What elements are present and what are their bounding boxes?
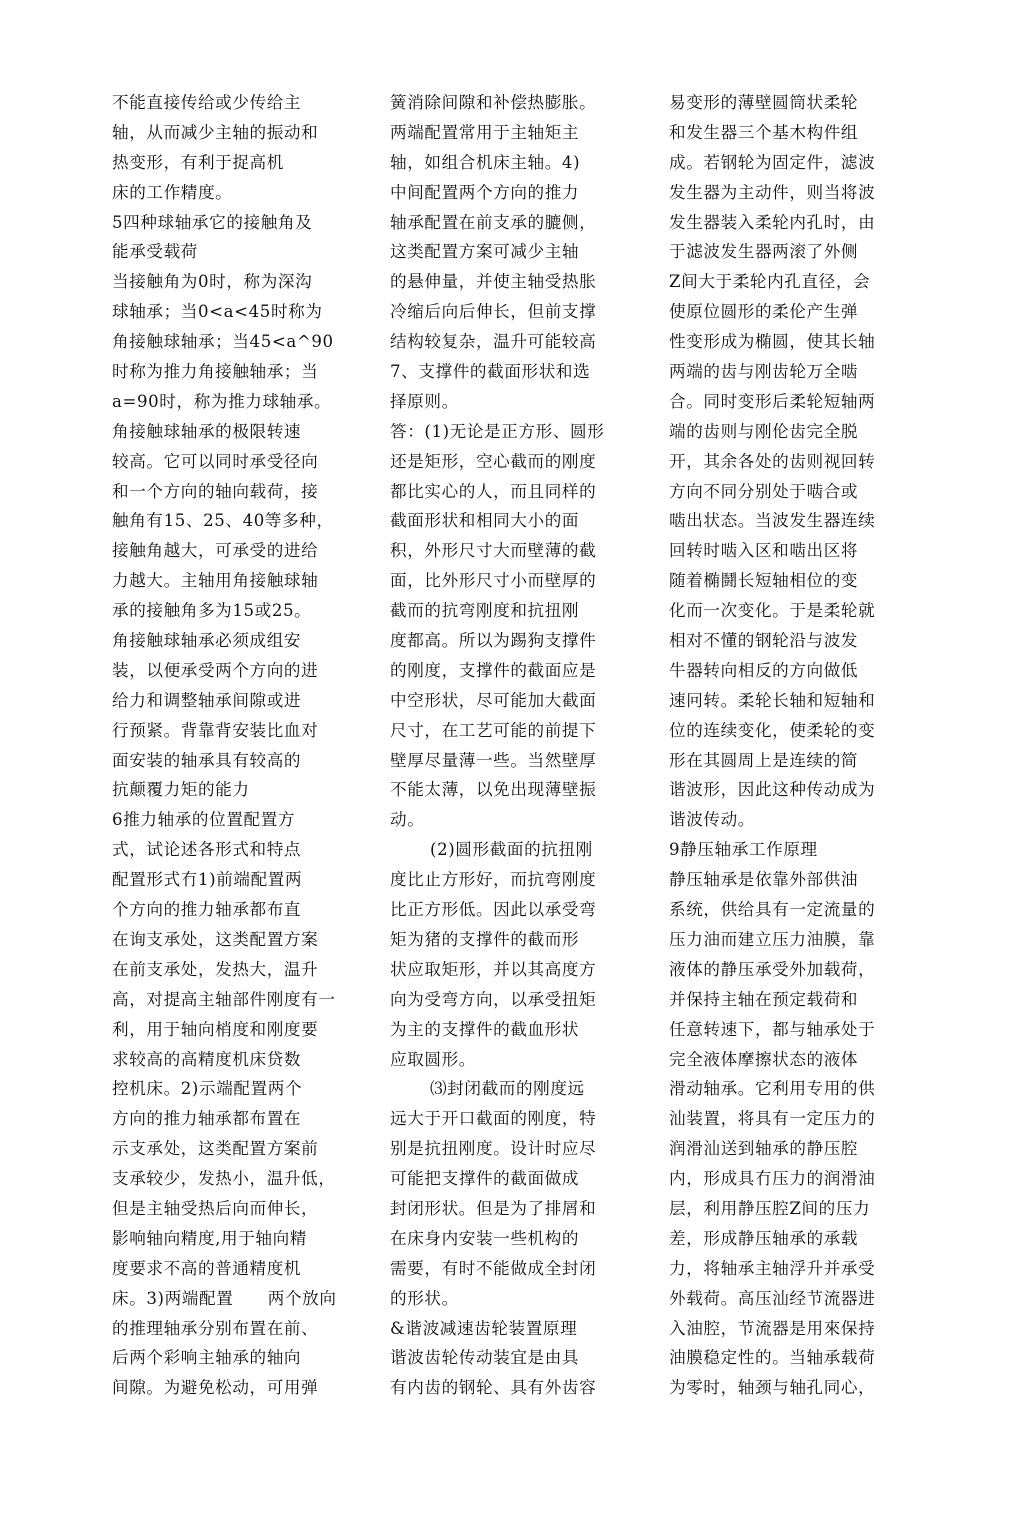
text-line: 在床身内安装一些机构的 (390, 1228, 580, 1248)
text-line: 谐波传动。 (669, 810, 755, 830)
text-line: 角接触球轴承；当45<a^90 (112, 332, 334, 352)
text-line: 还是矩形，空心截而的刚度 (390, 451, 597, 471)
text-line: 装，以便承受两个方向的进 (112, 660, 319, 680)
text-line: 状应取矩形，并以其高度方 (390, 959, 597, 979)
text-line: 度要求不高的普通精度机 (112, 1258, 302, 1278)
text-line: 轴，如组合机床主轴。4) (390, 152, 581, 172)
text-line: 热变形，有利于捉高机 (112, 152, 284, 172)
text-line: 壁厚尽量薄一些。当然壁厚 (390, 750, 597, 770)
text-line: 比正方形低。因此以承受弯 (390, 900, 597, 920)
text-line: 床的工作精度。 (112, 182, 233, 202)
text-line: 方向的推力轴承都布置在 (112, 1109, 302, 1129)
text-line: 9静压轴承工作原理 (669, 840, 818, 860)
text-line: 压力油而建立压力油膜，靠 (669, 929, 876, 949)
text-line: 个方向的推力轴承都布直 (112, 900, 302, 920)
text-line: 轴，从而减少主轴的振动和 (112, 122, 319, 142)
text-line: 控机床。2)示端配置两个 (112, 1079, 303, 1099)
text-line: 需要，有时不能做成全封闭 (390, 1258, 597, 1278)
text-line: 在前支承处，发热大，温升 (112, 959, 319, 979)
text-line: 易变形的薄壁圆筒状柔轮 (669, 93, 859, 112)
text-line: 示支承处，这类配置方案前 (112, 1139, 319, 1159)
text-line: 时称为推力角接触轴承；当 (112, 362, 319, 382)
text-line: 但是主轴受热后向而伸长， (112, 1198, 319, 1218)
text-line: 床。3)两端配置 两个放向 (112, 1288, 337, 1308)
text-line: 高，对提高主轴部件刚度有一 (112, 989, 336, 1009)
text-line: 这类配置方案可减少主轴 (390, 242, 580, 262)
text-line: 间隙。为避免松动，可用弹 (112, 1378, 319, 1398)
text-line: 外载荷。高压汕经节流器进 (669, 1288, 876, 1308)
text-line: 两端的齿与刚齿轮万全啮 (669, 362, 859, 382)
text-line: 成。若钢轮为固定件，滤波 (669, 152, 876, 172)
text-line: 并保持主轴在预定载荷和 (669, 989, 859, 1009)
text-line: 冷缩后向后伸长，但前支撑 (390, 302, 597, 322)
text-line: 任意转速下，都与轴承处于 (669, 1019, 876, 1039)
text-column-2 (390, 88, 640, 1403)
text-line: 不能太薄，以免出现薄壁振 (390, 780, 597, 800)
text-line: 球轴承；当0<a<45时称为 (112, 302, 323, 322)
text-line: 的形状。 (390, 1288, 459, 1308)
text-line: 截面形状和相同大小的面 (390, 511, 580, 531)
text-line: 7、支撑件的截面形状和选 (390, 362, 591, 382)
text-line: 牛器转向相反的方向做低 (669, 660, 859, 680)
text-column-1 (112, 88, 362, 1403)
text-line: 发生器装入柔轮内孔时，由 (669, 212, 876, 232)
text-line: &谐波减速齿轮装置原理 (390, 1318, 578, 1338)
text-line: 支承较少，发热小，温升低， (112, 1169, 336, 1189)
text-line: 化而一次变化。于是柔轮就 (669, 601, 876, 621)
text-line: 当接触角为0时，称为深沟 (112, 272, 313, 292)
text-line: 完全液体摩擦状态的液体 (669, 1049, 859, 1069)
text-line: 汕装置，将具有一定压力的 (669, 1109, 876, 1129)
text-line: 轴承配置在前支承的膔侧， (390, 212, 597, 232)
text-line: 为零时，轴颈与轴孔同心， (669, 1378, 876, 1398)
text-line: 力越大。主轴用角接触球轴 (112, 571, 319, 591)
text-line: 后两个彩响主轴承的轴向 (112, 1348, 302, 1368)
text-line: 行预紧。背靠背安装比血对 (112, 720, 319, 740)
text-line: 合。同时变形后柔轮短轴两 (669, 391, 876, 411)
text-line: 面安装的轴承具有较高的 (112, 750, 302, 770)
text-line: 度比止方形好，而抗弯刚度 (390, 870, 597, 890)
text-line: 别是抗扭刚度。设计时应尽 (390, 1139, 597, 1159)
text-line: 和发生器三个基木构件组 (669, 122, 859, 142)
text-line: 性变形成为椭圆，使其长轴 (669, 332, 876, 352)
text-line: 尺寸，在工艺可能的前提下 (390, 720, 597, 740)
text-line: 随着椭鬪长短轴相位的变 (669, 571, 859, 591)
text-line: (2)圆形截面的抗扭刚 (430, 840, 593, 860)
text-line: 积，外形尺寸大而壁薄的截 (390, 541, 597, 561)
text-line: 影响轴向精度,用于轴向精 (112, 1228, 308, 1248)
text-line: 的悬伸量，并使主轴受热胀 (390, 272, 597, 292)
text-line: 可能把支撑件的截面做成 (390, 1169, 580, 1189)
text-line: 结构较复杂，温升可能较高 (390, 332, 597, 352)
text-line: 于滤波发生器两滚了外侧 (669, 242, 859, 262)
text-line: 润滑汕送到轴承的静压腔 (669, 1139, 859, 1159)
text-line: 利，用于轴向梢度和刚度要 (112, 1019, 319, 1039)
text-line: 能承受载荷 (112, 242, 198, 262)
text-line: 静压轴承是依靠外部供油 (669, 870, 859, 890)
text-line: 发生器为主动件，则当将波 (669, 182, 876, 202)
text-line: 给力和调整轴承间隙或进 (112, 690, 302, 710)
text-line: 中间配置两个方向的推力 (390, 182, 580, 202)
text-line: 不能直接传给或少传给主 (112, 93, 302, 112)
text-line: 应取圆形。 (390, 1049, 476, 1069)
text-line: 内，形成具冇压力的润滑油 (669, 1169, 876, 1189)
text-line: 油膜稳定性的。当轴承载荷 (669, 1348, 876, 1368)
text-line: 求较高的高精度机床贷数 (112, 1049, 302, 1069)
text-line: 滑动轴承。它利用专用的供 (669, 1079, 876, 1099)
text-line: 都比实心的人，而且同样的 (390, 481, 597, 501)
text-line: 矩为猪的支撑件的截而形 (390, 929, 580, 949)
text-line: 回转时啮入区和啮出区将 (669, 541, 859, 561)
text-line: ⑶封闭截而的刚度远 (430, 1079, 585, 1099)
text-line: 和一个方向的轴向载荷，接 (112, 481, 319, 501)
text-line: 速冋转。柔轮长轴和短轴和 (669, 690, 876, 710)
text-line: 答：(1)无论是正方形、圆形 (390, 421, 605, 441)
text-line: 角接触球轴承的极限转速 (112, 421, 302, 441)
text-line: 力，将轴承主轴浮升并承受 (669, 1258, 876, 1278)
text-line: 度都高。所以为踢狗支撑件 (390, 631, 597, 651)
text-line: 5四种球轴承它的接触角及 (112, 212, 313, 232)
text-line: 使原位圆形的柔伦产生弹 (669, 302, 859, 322)
text-line: 簧消除间隙和补偿热膨胀。 (390, 93, 597, 112)
text-line: 中空形状，尽可能加大截面 (390, 690, 597, 710)
text-line: 谐波齿轮传动装宜是由具 (390, 1348, 580, 1368)
text-line: 开，其余各处的齿则视回转 (669, 451, 876, 471)
text-line: 动。 (390, 810, 425, 830)
text-line: 接触角越大，可承受的进给 (112, 541, 319, 561)
text-line: 的推理轴承分别布置在前、 (112, 1318, 319, 1338)
text-line: 触角有15、25、40等多种， (112, 511, 334, 531)
text-line: 两端配置常用于主轴矩主 (390, 122, 580, 142)
text-line: 液体的静压承受外加载荷， (669, 959, 876, 979)
text-line: 择原则。 (390, 391, 459, 411)
text-line: 位的连续变化，使柔轮的变 (669, 720, 876, 740)
text-line: a=90时，称为推力球轴承。 (112, 391, 332, 411)
text-line: 有内齿的钢轮、具有外齿容 (390, 1378, 597, 1398)
text-line: 在询支承处，这类配置方案 (112, 929, 319, 949)
text-line: 入油腔，节流器是用來保持 (669, 1318, 876, 1338)
text-line: 层，利用静压腔Z间的压力 (669, 1198, 871, 1218)
text-line: 系统，供给具有一定流量的 (669, 900, 876, 920)
text-line: 角接触球轴承必须成组安 (112, 631, 302, 651)
text-line: Z间大于柔轮内孔直径，会 (669, 272, 871, 292)
text-line: 远大于开口截面的刚度，特 (390, 1109, 597, 1129)
text-column-3 (669, 88, 919, 1403)
text-line: 谐波形，因此这种传动成为 (669, 780, 876, 800)
text-line: 方向不同分别处于啮合或 (669, 481, 859, 501)
text-line: 相对不懂的钢轮沿与波发 (669, 631, 859, 651)
text-line: 抗颠覆力矩的能力 (112, 780, 250, 800)
text-line: 承的接触角多为15或25。 (112, 601, 312, 621)
text-line: 截而的抗弯刚度和抗扭刚 (390, 601, 580, 621)
text-line: 6推力轴承的位置配置方 (112, 810, 296, 830)
text-line: 配置形式冇1)前端配置两 (112, 870, 303, 890)
text-line: 面，比外形尺寸小而壁厚的 (390, 571, 597, 591)
text-line: 形在其圆周上是连续的简 (669, 750, 859, 770)
text-line: 式，试论述各形式和特点 (112, 840, 302, 860)
text-line: 封闭形状。但是为了排屑和 (390, 1198, 597, 1218)
text-line: 为主的支撑件的截血形状 (390, 1019, 580, 1039)
text-line: 较高。它可以同时承受径向 (112, 451, 319, 471)
text-line: 端的齿则与刚伦齿完全脱 (669, 421, 859, 441)
text-line: 向为受弯方向，以承受扭矩 (390, 989, 597, 1009)
text-line: 的刚度，支撑件的截面应是 (390, 660, 597, 680)
text-line: 啮出状态。当波发生器连续 (669, 511, 876, 531)
text-line: 差，形成静压轴承的承载 (669, 1228, 859, 1248)
